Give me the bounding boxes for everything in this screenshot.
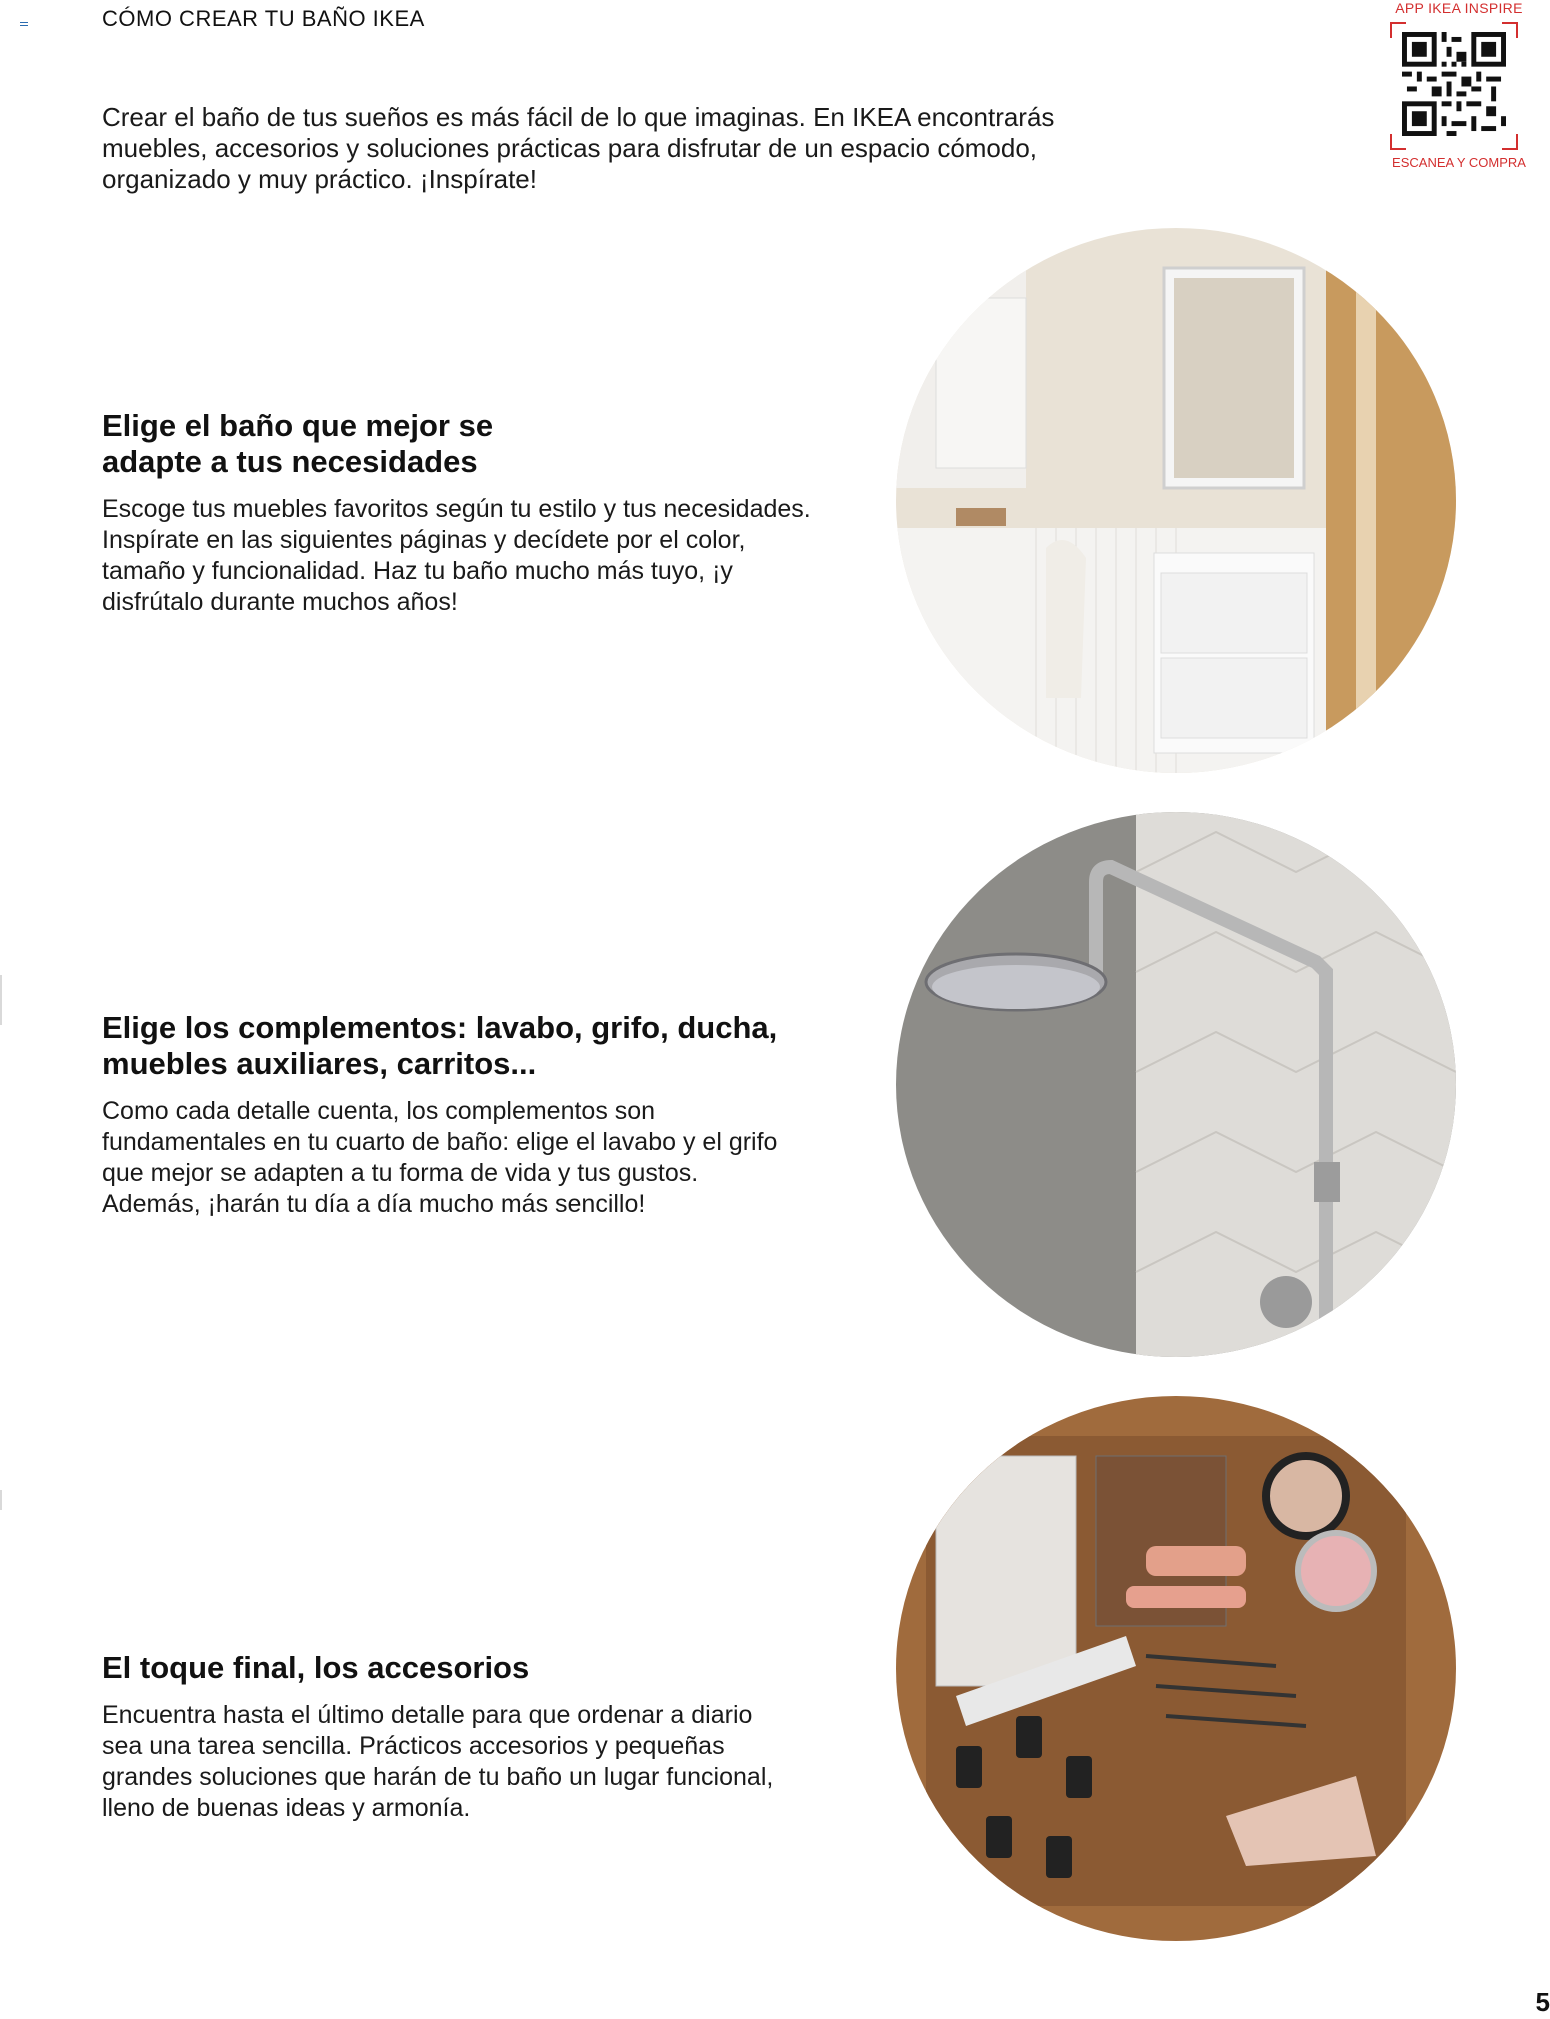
- qr-bottom-label: ESCANEA Y COMPRA: [1392, 155, 1526, 170]
- page-header-title: CÓMO CREAR TU BAÑO IKEA: [102, 6, 425, 31]
- margin-rule: [0, 975, 2, 1025]
- section-body-final-touch: Encuentra hasta el último detalle para que ordenar a diario sea una tarea sencilla. Prácticos accesorios y pequeñas grandes soluciones que harán de tu baño un lugar funcional, lleno de buenas ideas y armonía.: [102, 1701, 774, 1822]
- bathroom-photo: [896, 228, 1456, 773]
- section-heading-bathroom: Elige el baño que mejor se adapte a tus necesidades: [102, 408, 494, 479]
- qr-frame: [1390, 22, 1518, 150]
- margin-rule: [0, 1490, 2, 1510]
- section-body-bathroom: Escoge tus muebles favoritos según tu estilo y tus necesidades. Inspírate en las siguientes páginas y decídete por el color, tamaño y funcionalidad. Haz tu baño mucho más tuyo, ¡y disfrútalo durante muchos años!: [102, 495, 811, 616]
- shower-photo: [896, 812, 1456, 1357]
- qr-code-block[interactable]: [1384, 0, 1534, 175]
- drawer-organizer-photo: [896, 1396, 1456, 1941]
- section-body-accessories: Como cada detalle cuenta, los complementos son fundamentales en tu cuarto de baño: elige el lavabo y el grifo que mejor se adapten a tu forma de vida y tus gustos. Además, ¡harán tu día a día mucho más sencillo!: [102, 1097, 778, 1218]
- menu-icon[interactable]: [20, 22, 28, 28]
- intro-paragraph: Crear el baño de tus sueños es más fácil de lo que imaginas. En IKEA encontrarás muebles, accesorios y soluciones prácticas para disfrutar de un espacio cómodo, organizado y muy práctico. ¡Inspírate!: [102, 102, 1055, 194]
- page-number: 5: [1535, 1987, 1550, 2017]
- section-heading-final-touch: El toque final, los accesorios: [102, 1650, 530, 1685]
- section-heading-accessories: Elige los complementos: lavabo, grifo, ducha, muebles auxiliares, carritos...: [102, 1010, 778, 1081]
- qr-code-icon: [1402, 32, 1506, 136]
- qr-top-label: APP IKEA INSPIRE: [1395, 0, 1523, 16]
